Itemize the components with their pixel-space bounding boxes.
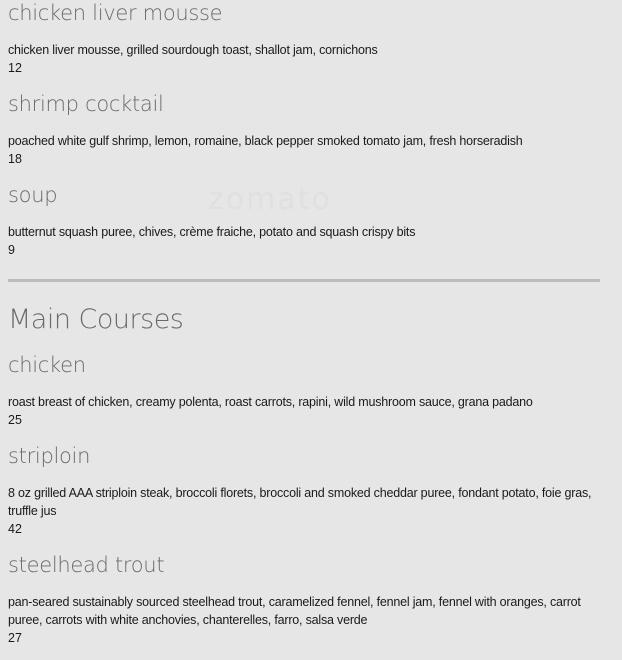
menu-item xyxy=(8,90,602,168)
menu-item xyxy=(8,551,602,647)
item-name: soup xyxy=(8,183,58,207)
item-description: 8 oz grilled AAA striploin steak, broccoli florets, broccoli and smoked cheddar puree, fondant potato, foie gras, truffle jus xyxy=(8,486,592,518)
menu-item xyxy=(8,0,602,77)
item-name: chicken xyxy=(8,353,86,377)
menu-section-starters xyxy=(8,0,602,259)
section-title: Main Courses xyxy=(8,304,184,335)
item-description: poached white gulf shrimp, lemon, romaine, black pepper smoked tomato jam, fresh horseradish xyxy=(8,134,523,148)
item-name: chicken liver mousse xyxy=(8,1,223,25)
item-name: striploin xyxy=(8,444,91,468)
section-divider xyxy=(8,279,600,282)
item-description: butternut squash puree, chives, crème fraiche, potato and squash crispy bits xyxy=(8,225,416,239)
item-name: shrimp cocktail xyxy=(8,92,164,116)
item-description: roast breast of chicken, creamy polenta, roast carrots, rapini, wild mushroom sauce, grana padano xyxy=(8,395,533,409)
item-price: 18 xyxy=(8,152,22,166)
menu-item xyxy=(8,181,602,259)
item-name: steelhead trout xyxy=(8,553,165,577)
item-price: 12 xyxy=(8,61,22,75)
item-price: 25 xyxy=(8,413,22,427)
item-description: pan-seared sustainably sourced steelhead trout, caramelized fennel, fennel jam, fennel with oranges, carrot puree, carrots with white anchovies, chanterelles, farro, salsa verde xyxy=(8,595,581,627)
menu-section-main-courses xyxy=(8,305,602,647)
item-price: 9 xyxy=(8,243,15,257)
menu xyxy=(8,0,602,660)
item-price: 42 xyxy=(8,522,22,536)
item-description: chicken liver mousse, grilled sourdough toast, shallot jam, cornichons xyxy=(8,43,378,57)
zomato-watermark: zomato xyxy=(208,182,332,217)
menu-item xyxy=(8,442,602,538)
menu-item xyxy=(8,351,602,429)
item-price: 27 xyxy=(8,631,22,645)
